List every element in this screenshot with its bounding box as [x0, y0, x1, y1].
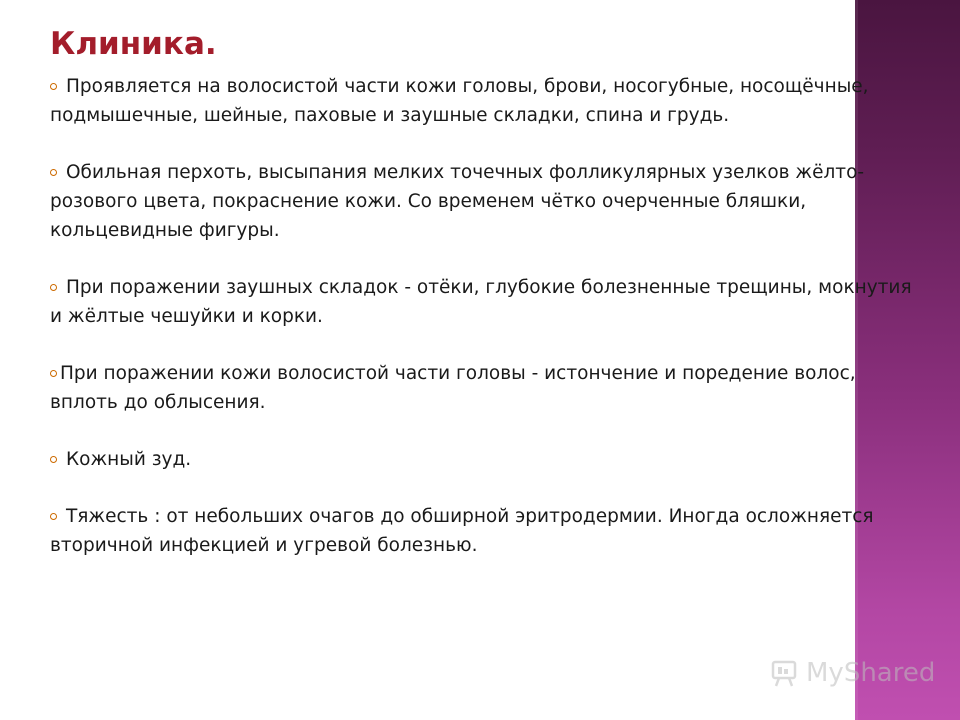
slide-content: [50, 22, 920, 588]
presentation-board-icon: [770, 658, 800, 688]
bullet-text: Проявляется на волосистой части кожи головы, брови, носогубные, носощёчные, подмышечные, шейные, паховые и заушные складки, спина и грудь.: [50, 76, 869, 126]
circle-bullet-icon: [50, 370, 57, 377]
bullet-text: Обильная перхоть, высыпания мелких точечных фолликулярных узелков жёлто-розового цвета, покраснение кожи. Со временем чётко очерченные бляшки, кольцевидные фигуры.: [50, 162, 865, 241]
circle-bullet-icon: [50, 284, 57, 291]
bullet-item: [50, 359, 920, 417]
watermark: [770, 655, 935, 691]
bullet-list: [50, 72, 920, 560]
circle-bullet-icon: [50, 169, 57, 176]
circle-bullet-icon: [50, 513, 57, 520]
slide-title: Клиника.: [50, 26, 217, 62]
bullet-text: Тяжесть : от небольших очагов до обширной эритродермии. Иногда осложняется вторичной инфекцией и угревой болезнью.: [50, 506, 874, 556]
bullet-item: [50, 273, 920, 331]
bullet-text: Кожный зуд.: [66, 449, 192, 470]
bullet-text: При поражении кожи волосистой части головы - истончение и поредение волос, вплоть до облысения.: [50, 363, 856, 413]
bullet-item: [50, 502, 920, 560]
bullet-item: [50, 445, 920, 474]
bullet-item: [50, 158, 920, 245]
circle-bullet-icon: [50, 456, 57, 463]
bullet-text: При поражении заушных складок - отёки, глубокие болезненные трещины, мокнутия и жёлтые чешуйки и корки.: [50, 277, 912, 327]
watermark-text: MyShared: [806, 658, 936, 688]
bullet-item: [50, 72, 920, 130]
circle-bullet-icon: [50, 83, 57, 90]
